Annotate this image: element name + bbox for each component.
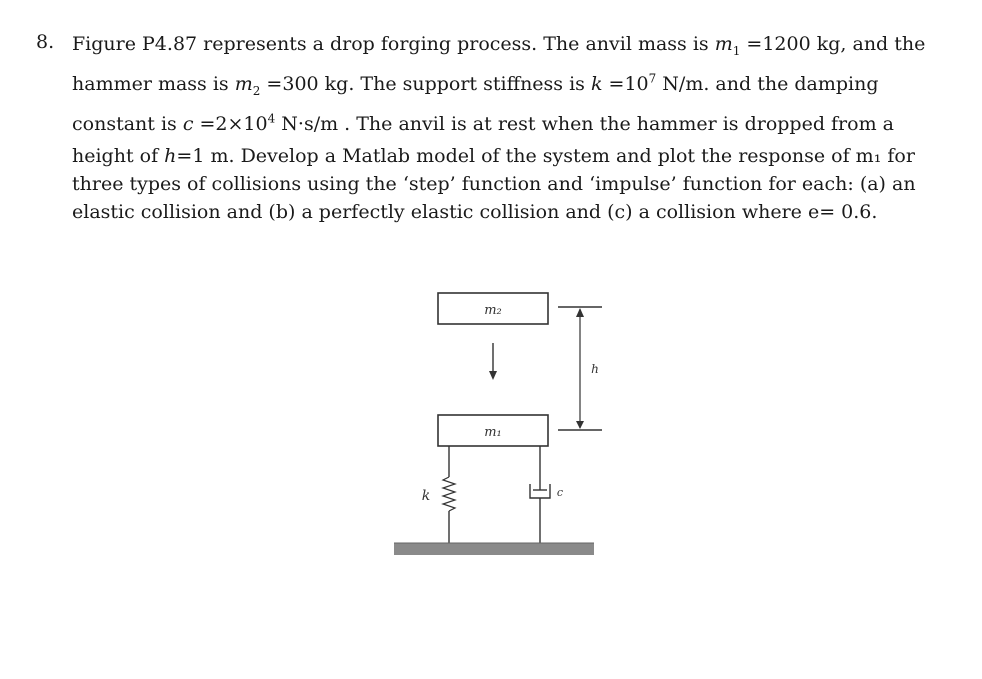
h-arrow-up xyxy=(576,308,584,317)
problem-line-6: elastic collision and (b) a perfectly elastic collision and (c) a collision where e= 0.6. xyxy=(72,201,878,223)
m2-value: =300 kg. The support stiffness is xyxy=(260,73,591,95)
h-symbol: h xyxy=(164,145,177,167)
m2-symbol: m xyxy=(234,73,253,95)
problem-line-4 xyxy=(72,144,915,168)
k-label: k xyxy=(421,488,431,504)
figure-svg xyxy=(390,285,610,565)
drop-forging-figure xyxy=(390,285,610,565)
damper-c xyxy=(530,446,550,543)
m1-symbol: m xyxy=(714,33,733,55)
h-label: h xyxy=(591,362,599,376)
c-value: =2×10 xyxy=(193,113,268,135)
line3-tail: . The anvil is at rest when the hammer is dropped from a xyxy=(338,113,894,135)
k-unit: N/m. and the damping xyxy=(656,73,879,95)
problem-line-1 xyxy=(72,32,925,56)
problem-line-2 xyxy=(72,72,879,96)
line4-tail: . Develop a Matlab model of the system and plot the response of m₁ for xyxy=(228,145,915,167)
line2-text: hammer mass is xyxy=(72,73,235,95)
h-arrow-down xyxy=(576,421,584,429)
spring-k xyxy=(443,446,455,543)
m1-subscript: 1 xyxy=(732,43,741,58)
m1-value: =1200 kg xyxy=(740,33,841,55)
k-symbol: k xyxy=(590,73,603,95)
ground xyxy=(394,543,594,555)
k-exponent: 7 xyxy=(648,71,657,86)
m2-label: m₂ xyxy=(484,303,502,318)
c-label: c xyxy=(556,486,564,499)
c-symbol: c xyxy=(182,113,194,135)
m2-subscript: 2 xyxy=(252,83,261,98)
problem-line-5: three types of collisions using the ‘step’ function and ‘impulse’ function for each: (a) an xyxy=(72,173,916,195)
c-unit: N·s/m xyxy=(275,113,339,135)
m1-label: m₁ xyxy=(484,425,502,440)
c-exponent: 4 xyxy=(267,111,276,126)
problem-line-3 xyxy=(72,112,894,136)
line4-text: height of xyxy=(72,145,165,167)
h-value: =1 m xyxy=(176,145,229,167)
k-value: =10 xyxy=(602,73,649,95)
drop-arrow-head xyxy=(489,371,497,380)
problem-number: 8. xyxy=(36,31,55,53)
line1-tail: , and the xyxy=(840,33,926,55)
line1-text: Figure P4.87 represents a drop forging process. The anvil mass is xyxy=(72,33,715,55)
line3-text: constant is xyxy=(72,113,183,135)
